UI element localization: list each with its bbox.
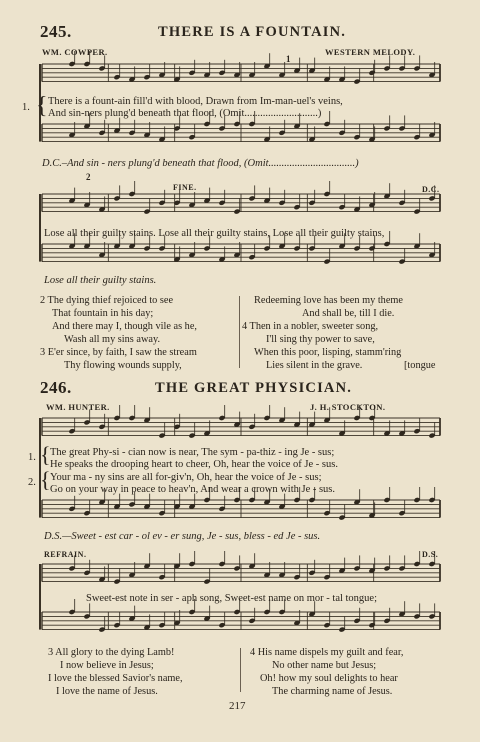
refrain-label: REFRAIN. xyxy=(44,550,87,559)
ds-mark: D.S. xyxy=(422,550,439,559)
page-number: 217 xyxy=(229,700,246,712)
hymn-title: THERE IS A FOUNTAIN. xyxy=(158,24,347,40)
lyric-line: There is a fount-ain fill'd with blood, Drawn from Im-man-uel's veins, xyxy=(48,96,343,107)
verse-divider xyxy=(240,648,241,692)
hymn-number: 245. xyxy=(40,22,72,41)
brace: { xyxy=(36,93,48,119)
lyric-line: And sin-ners plung'd beneath that flood, (Omit............................) xyxy=(48,108,322,119)
verses-right: 4 His name dispels my guilt and fear, No other name but Jesus; Oh! how my soul delights to hear The charming name of Jesus. xyxy=(250,647,404,698)
hymn-number: 246. xyxy=(40,378,72,397)
hymn-author: WM. HUNTER. xyxy=(46,402,110,412)
hymn-title: THE GREAT PHYSICIAN. xyxy=(155,380,353,396)
lyric-line: Lose all their guilty stains. Lose all their guilty stains, Lose all their guilty stains, xyxy=(44,228,385,239)
lyric-line: Lose all their guilty stains. xyxy=(44,275,157,286)
brace: { xyxy=(40,467,51,492)
verse-number: 1. xyxy=(22,102,30,113)
second-ending-mark: 2 xyxy=(86,172,91,182)
verse-divider xyxy=(239,296,240,368)
lyric-line: Sweet-est note in ser - aph song, Sweet-est name on mor - tal tongue; xyxy=(86,593,378,604)
verses-left: 2 The dying thief rejoiced to see That fountain in his day; And there may I, though vile as he, Wash all my sins away. 3 E'er since, by faith, I saw the stream Thy flowing wounds supply, xyxy=(40,295,197,372)
verse-number: 1. xyxy=(28,452,36,463)
ds-lyric-line: D.S.—Sweet - est car - ol ev - er sung, Je - sus, bless - ed Je - sus. xyxy=(44,531,321,542)
hymn-tune: WESTERN MELODY. xyxy=(325,47,416,57)
lyric-line: Your ma - ny sins are all for-giv'n, Oh, hear the voice of Je - sus; xyxy=(50,472,322,483)
hymn-composer: J. H. STOCKTON. xyxy=(310,402,386,412)
verses-right: Redeeming love has been my theme And shall be, till I die. 4 Then in a nobler, sweeter song, I'll sing thy power to save, When this poor, lisping, stamm'ring Lies silent in the grave. [tongue xyxy=(242,295,436,372)
dc-mark: D.C. xyxy=(422,185,440,194)
lyric-line: The great Phy-si - cian now is near, The sym - pa-thiz - ing Je - sus; xyxy=(50,447,335,458)
verses-left: 3 All glory to the dying Lamb! I now believe in Jesus; I love the blessed Savior's name, I love the name of Jesus. xyxy=(48,647,183,698)
lyric-line: He speaks the drooping heart to cheer, Oh, hear the voice of Je - sus. xyxy=(50,459,338,470)
first-ending-mark: 1 xyxy=(286,54,291,64)
verse-number: 2. xyxy=(28,477,36,488)
lyric-line: Go on your way in peace to heav'n, And wear a crown with Je - sus. xyxy=(50,484,336,495)
brace: { xyxy=(40,442,51,467)
fine-mark: FINE. xyxy=(173,183,197,192)
dc-lyric-line: D.C.–And sin - ners plung'd beneath that flood, (Omit.................................) xyxy=(42,158,359,169)
hymn-author: WM. COWPER. xyxy=(42,47,108,57)
